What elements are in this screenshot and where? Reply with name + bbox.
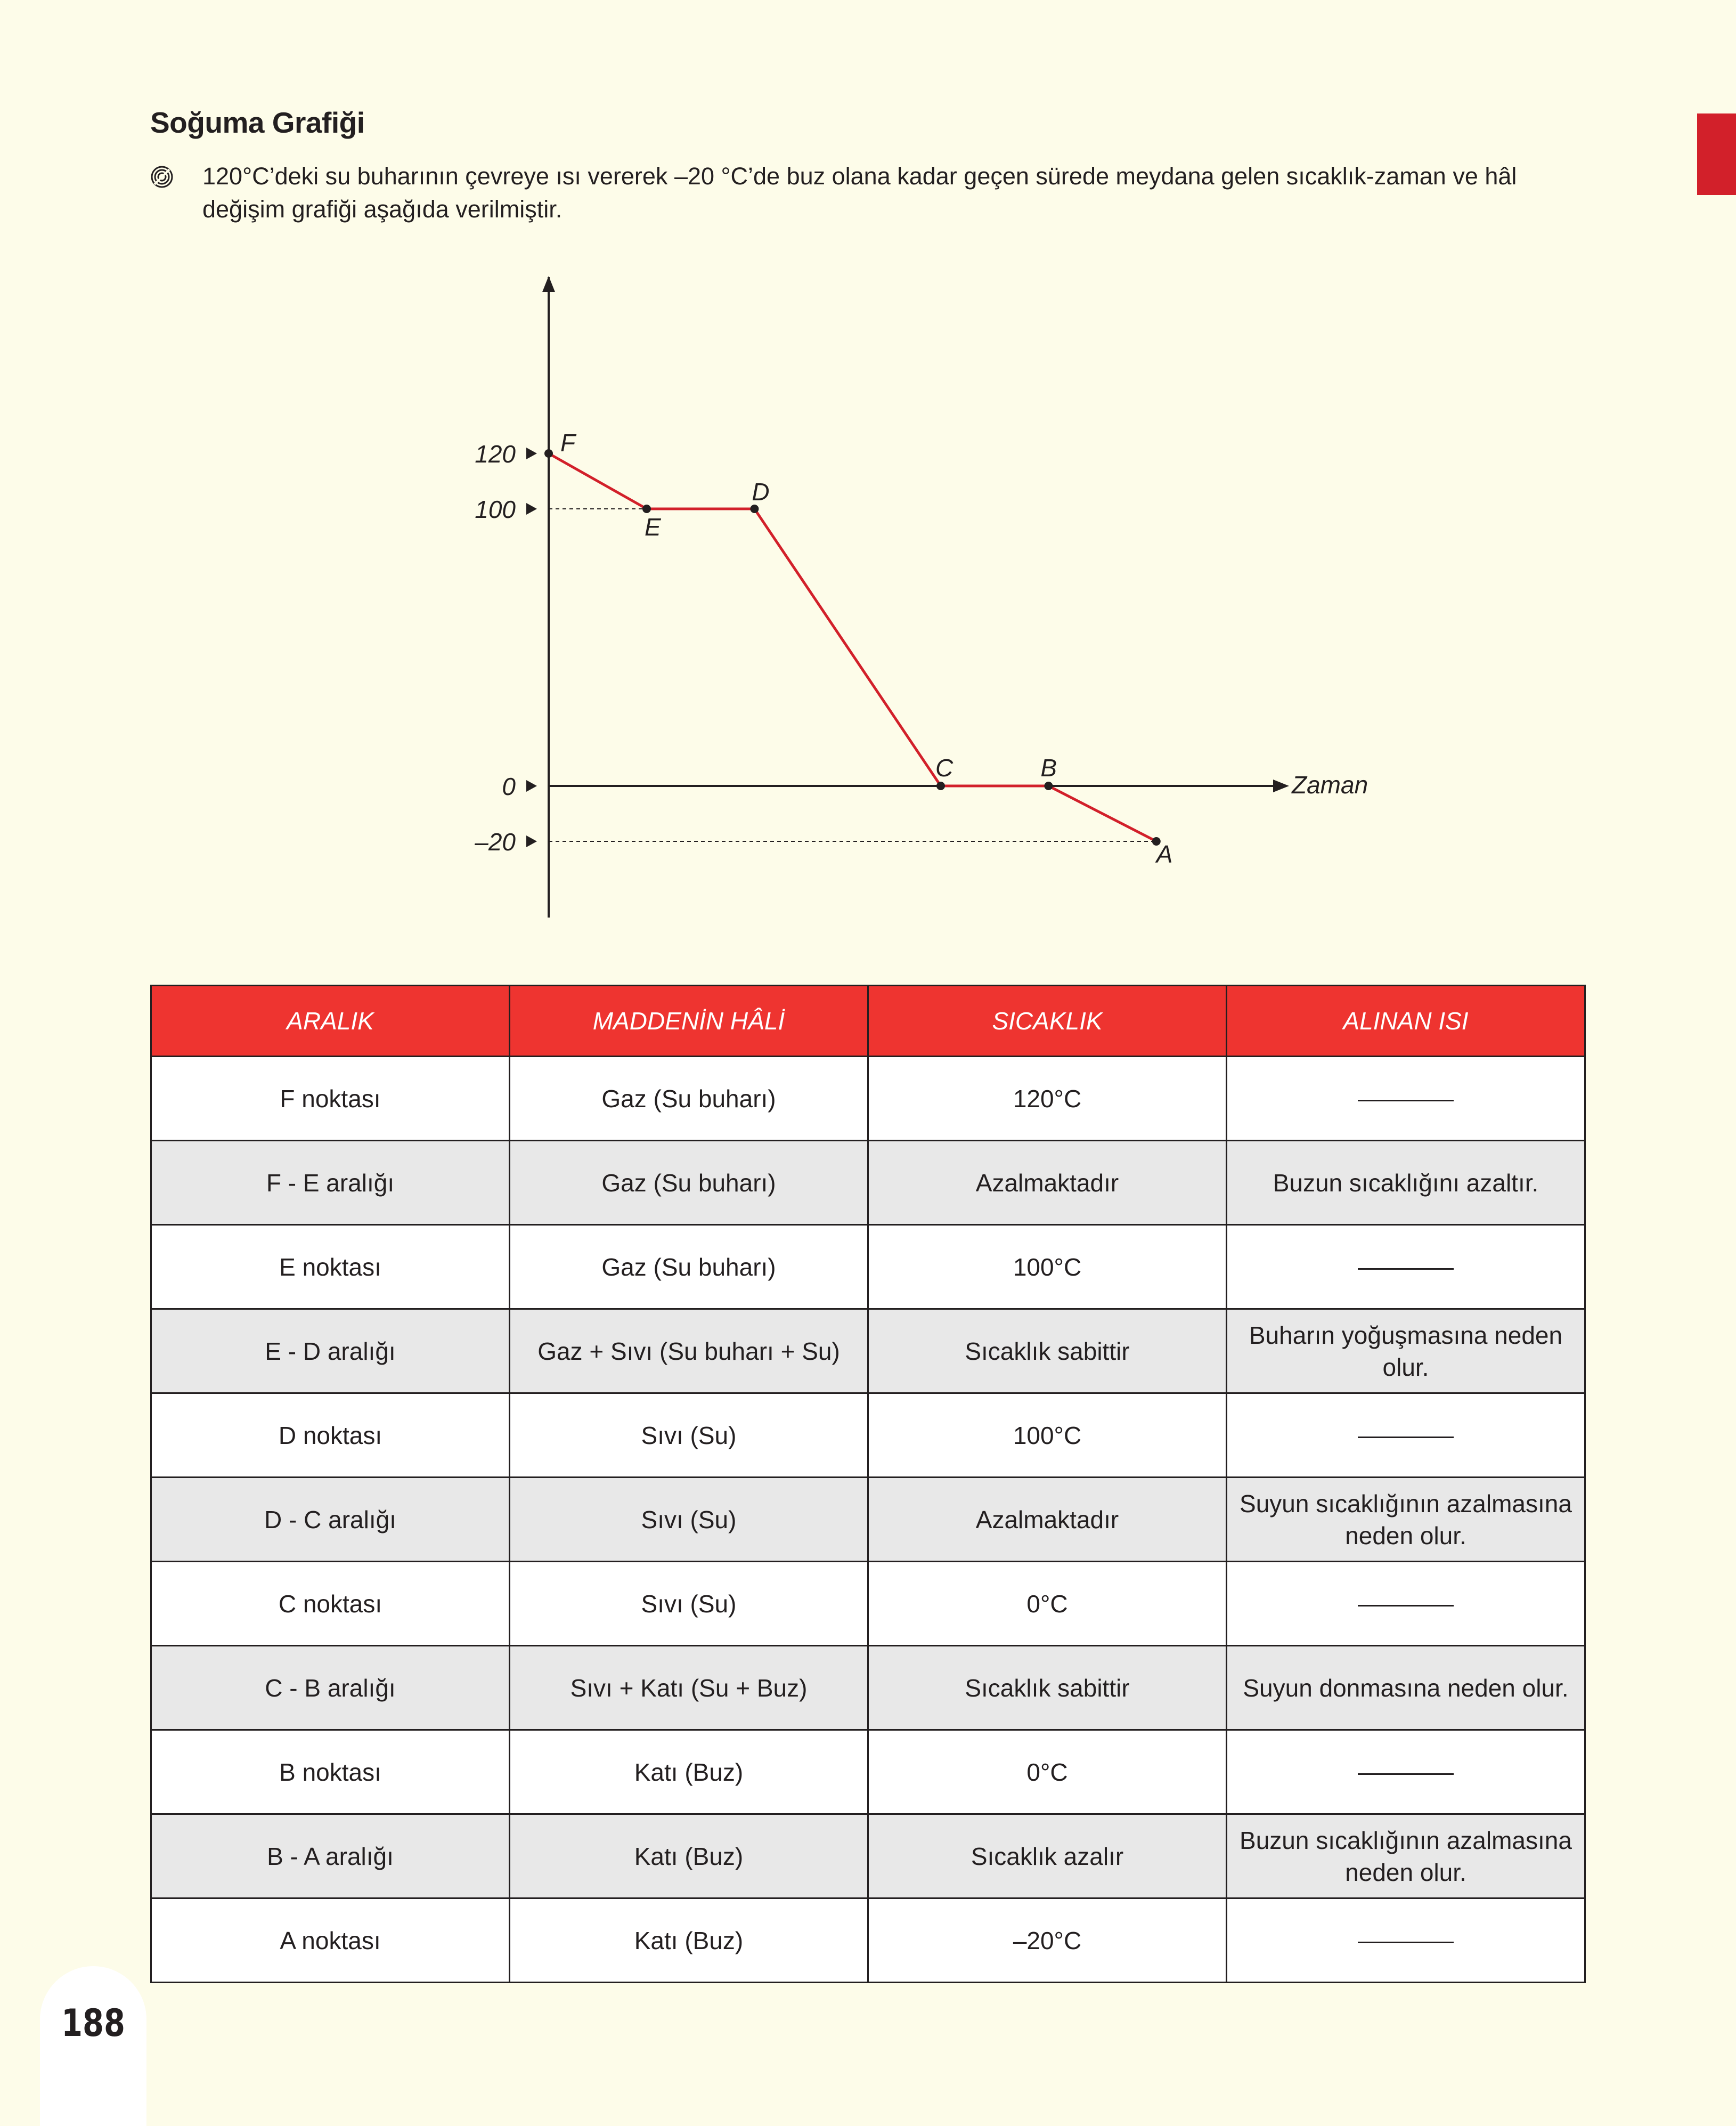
table-cell: F - E aralığı [151, 1141, 510, 1225]
table-cell: Sıcaklık sabittir [868, 1309, 1227, 1393]
table-cell: B noktası [151, 1730, 510, 1814]
page-number: 188 [61, 2001, 125, 2045]
empty-dash [1358, 1605, 1454, 1606]
table-cell: 0°C [868, 1730, 1227, 1814]
cooling-chart [0, 0, 1736, 959]
table-cell: Sıvı + Katı (Su + Buz) [510, 1646, 868, 1730]
table-cell [1227, 1393, 1585, 1478]
table-cell [1227, 1225, 1585, 1309]
table-cell: D noktası [151, 1393, 510, 1478]
table-cell: Azalmaktadır [868, 1478, 1227, 1562]
header-sicaklik: SICAKLIK [868, 986, 1227, 1057]
tick-marker-icon [526, 835, 537, 847]
table-cell: Gaz (Su buharı) [510, 1057, 868, 1141]
empty-dash [1358, 1100, 1454, 1101]
table-row [151, 1562, 1585, 1646]
table-row [151, 1393, 1585, 1478]
table-cell: D - C aralığı [151, 1478, 510, 1562]
table-cell: –20°C [868, 1898, 1227, 1983]
table-row [151, 1225, 1585, 1309]
x-axis-label: Zaman [1292, 771, 1368, 799]
x-axis-arrow-icon [1273, 780, 1289, 792]
table-cell: C noktası [151, 1562, 510, 1646]
point-label: C [935, 754, 953, 782]
table-row [151, 1057, 1585, 1141]
table-row [151, 1478, 1585, 1562]
y-tick-label: 0 [502, 773, 516, 800]
tick-marker-icon [526, 780, 537, 792]
table-cell [1227, 1730, 1585, 1814]
table-cell: Buzun sıcaklığının azalmasına neden olur. [1227, 1814, 1585, 1898]
table-cell: C - B aralığı [151, 1646, 510, 1730]
tick-marker-icon [526, 448, 537, 459]
section-title: Soğuma Grafiği [150, 106, 365, 139]
point-label: E [645, 513, 661, 541]
page-number-tab [40, 1966, 146, 2126]
point-marker [544, 449, 553, 458]
table-cell: B - A aralığı [151, 1814, 510, 1898]
table-cell: Gaz (Su buharı) [510, 1225, 868, 1309]
header-aralik: ARALIK [151, 986, 510, 1057]
table-row [151, 1730, 1585, 1814]
empty-dash [1358, 1773, 1454, 1775]
table-cell: Buzun sıcaklığını azaltır. [1227, 1141, 1585, 1225]
empty-dash [1358, 1942, 1454, 1943]
y-tick-label: 100 [475, 496, 516, 523]
point-label: F [560, 429, 576, 457]
y-axis-arrow-icon [542, 276, 555, 292]
table-cell [1227, 1898, 1585, 1983]
table-cell: Katı (Buz) [510, 1898, 868, 1983]
table-header-row [151, 986, 1585, 1057]
y-tick-label: –20 [475, 828, 516, 856]
table-cell: Sıcaklık sabittir [868, 1646, 1227, 1730]
table-cell: Sıvı (Su) [510, 1393, 868, 1478]
header-maddenin-hali: MADDENİN HÂLİ [510, 986, 868, 1057]
table-row [151, 1309, 1585, 1393]
table-cell: Azalmaktadır [868, 1141, 1227, 1225]
table-cell: F noktası [151, 1057, 510, 1141]
table-cell: 120°C [868, 1057, 1227, 1141]
y-tick-label: 120 [475, 440, 516, 468]
table-cell: Katı (Buz) [510, 1814, 868, 1898]
table-cell: A noktası [151, 1898, 510, 1983]
table-cell: E - D aralığı [151, 1309, 510, 1393]
state-table [150, 985, 1586, 1983]
point-label: A [1156, 840, 1173, 868]
table-cell [1227, 1562, 1585, 1646]
table-row [151, 1814, 1585, 1898]
point-marker [936, 782, 945, 790]
header-alinan-isi: ALINAN ISI [1227, 986, 1585, 1057]
point-marker [750, 505, 759, 513]
table-cell: Sıvı (Su) [510, 1478, 868, 1562]
table-cell: Gaz (Su buharı) [510, 1141, 868, 1225]
chart-guides [549, 509, 1156, 841]
table-cell: Katı (Buz) [510, 1730, 868, 1814]
point-label: D [752, 478, 770, 506]
intro-text: 120°C’deki su buharının çevreye ısı vererek –20 °C’de buz olana kadar geçen sürede meydana gelen sıcaklık-zaman ve hâl değişim grafiği aşağıda verilmiştir. [202, 163, 1517, 223]
table-cell: 0°C [868, 1562, 1227, 1646]
empty-dash [1358, 1437, 1454, 1438]
table-cell: 100°C [868, 1393, 1227, 1478]
point-label: B [1040, 754, 1057, 782]
table-cell: Sıcaklık azalır [868, 1814, 1227, 1898]
table-cell: Gaz + Sıvı (Su buharı + Su) [510, 1309, 868, 1393]
table-cell: Suyun donmasına neden olur. [1227, 1646, 1585, 1730]
table-row [151, 1898, 1585, 1983]
temperature-series-line [549, 453, 1156, 841]
empty-dash [1358, 1268, 1454, 1270]
table-row [151, 1141, 1585, 1225]
table-cell: 100°C [868, 1225, 1227, 1309]
table-cell: E noktası [151, 1225, 510, 1309]
table-cell [1227, 1057, 1585, 1141]
table-cell: Sıvı (Su) [510, 1562, 868, 1646]
point-marker [642, 505, 651, 513]
table-cell: Buharın yoğuşmasına neden olur. [1227, 1309, 1585, 1393]
point-marker [1044, 782, 1053, 790]
y-tick-group [474, 440, 537, 856]
tick-marker-icon [526, 503, 537, 515]
table-cell: Suyun sıcaklığının azalmasına neden olur. [1227, 1478, 1585, 1562]
table-row [151, 1646, 1585, 1730]
